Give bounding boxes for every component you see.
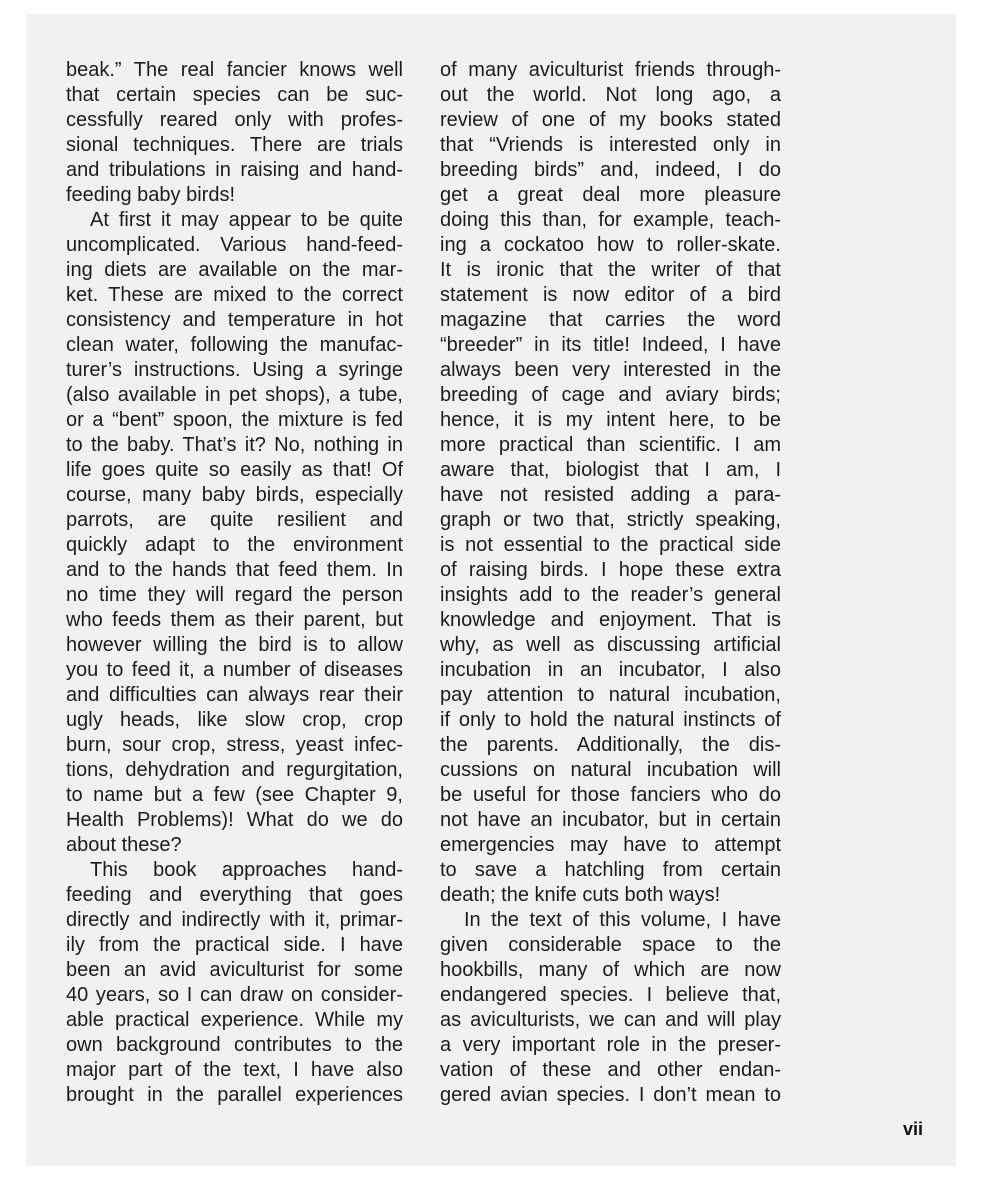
text-line: cussions on natural incubation will <box>440 759 781 781</box>
text-line: life goes quite so easily as that! Of <box>66 459 403 481</box>
text-line: ing a cockatoo how to roller-skate. <box>440 234 781 256</box>
text-line: able practical experience. While my <box>66 1009 403 1031</box>
text-line: statement is now editor of a bird <box>440 284 781 306</box>
text-line: to save a hatchling from certain <box>440 859 781 881</box>
text-line: graph or two that, strictly speaking, <box>440 509 781 531</box>
text-line: insights add to the reader’s general <box>440 584 781 606</box>
text-line: or a “bent” spoon, the mixture is fed <box>66 409 403 431</box>
text-line: if only to hold the natural instincts of <box>440 709 781 731</box>
text-line: and difficulties can always rear their <box>66 684 403 706</box>
text-line: This book approaches hand- <box>90 859 403 881</box>
text-line: that certain species can be suc- <box>66 84 403 106</box>
text-line: directly and indirectly with it, primar- <box>66 909 403 931</box>
text-line: pay attention to natural incubation, <box>440 684 781 706</box>
text-line: doing this than, for example, teach- <box>440 209 781 231</box>
left-text-column <box>66 58 403 1108</box>
text-line: hence, it is my intent here, to be <box>440 409 781 431</box>
text-line: uncomplicated. Various hand-feed- <box>66 234 403 256</box>
text-line: the parents. Additionally, the dis- <box>440 734 781 756</box>
text-line: a very important role in the preser- <box>440 1034 781 1056</box>
text-line: been an avid aviculturist for some <box>66 959 403 981</box>
text-line: you to feed it, a number of diseases <box>66 659 403 681</box>
text-line: Health Problems)! What do we do <box>66 809 403 831</box>
text-line: clean water, following the manufac- <box>66 334 403 356</box>
text-line: of many aviculturist friends through- <box>440 59 781 81</box>
text-line: brought in the parallel experiences <box>66 1084 403 1106</box>
text-line: as aviculturists, we can and will play <box>440 1009 781 1031</box>
text-line: no time they will regard the person <box>66 584 403 606</box>
text-line: and to the hands that feed them. In <box>66 559 403 581</box>
text-line: not have an incubator, but in certain <box>440 809 781 831</box>
text-line: more practical than scientific. I am <box>440 434 781 456</box>
text-line: parrots, are quite resilient and <box>66 509 403 531</box>
text-line: about these? <box>66 834 182 856</box>
text-line: It is ironic that the writer of that <box>440 259 781 281</box>
text-line: consistency and temperature in hot <box>66 309 403 331</box>
text-line: out the world. Not long ago, a <box>440 84 781 106</box>
text-line: who feeds them as their parent, but <box>66 609 403 631</box>
text-line: given considerable space to the <box>440 934 781 956</box>
text-line: quickly adapt to the environment <box>66 534 403 556</box>
text-line: to name but a few (see Chapter 9, <box>66 784 403 806</box>
text-line: death; the knife cuts both ways! <box>440 884 721 906</box>
text-line: emergencies may have to attempt <box>440 834 781 856</box>
text-line: is not essential to the practical side <box>440 534 781 556</box>
text-line: however willing the bird is to allow <box>66 634 403 656</box>
text-line: sional techniques. There are trials <box>66 134 403 156</box>
text-line: ket. These are mixed to the correct <box>66 284 403 306</box>
text-line: breeding birds” and, indeed, I do <box>440 159 781 181</box>
text-line: be useful for those fanciers who do <box>440 784 781 806</box>
text-line: ing diets are available on the mar- <box>66 259 403 281</box>
page-number: vii <box>903 1119 924 1139</box>
text-line: breeding of cage and aviary birds; <box>440 384 781 406</box>
text-line: get a great deal more pleasure <box>440 184 781 206</box>
text-line: course, many baby birds, especially <box>66 484 403 506</box>
text-line: endangered species. I believe that, <box>440 984 781 1006</box>
text-line: review of one of my books stated <box>440 109 781 131</box>
text-line: ugly heads, like slow crop, crop <box>66 709 403 731</box>
text-line: own background contributes to the <box>66 1034 403 1056</box>
text-line: magazine that carries the word <box>440 309 781 331</box>
text-line: 40 years, so I can draw on consider- <box>66 984 403 1006</box>
text-line: tions, dehydration and regurgitation, <box>66 759 403 781</box>
text-line: At first it may appear to be quite <box>90 209 403 231</box>
text-line: (also available in pet shops), a tube, <box>66 384 403 406</box>
text-line: feeding baby birds! <box>66 184 236 206</box>
text-line: major part of the text, I have also <box>66 1059 403 1081</box>
text-line: have not resisted adding a para- <box>440 484 781 506</box>
text-line: turer’s instructions. Using a syringe <box>66 359 403 381</box>
text-line: vation of these and other endan- <box>440 1059 781 1081</box>
text-line: burn, sour crop, stress, yeast infec- <box>66 734 403 756</box>
text-line: knowledge and enjoyment. That is <box>440 609 781 631</box>
text-line: “breeder” in its title! Indeed, I have <box>440 334 781 356</box>
text-line: of raising birds. I hope these extra <box>440 559 781 581</box>
text-line: aware that, biologist that I am, I <box>440 459 781 481</box>
text-line: gered avian species. I don’t mean to <box>440 1084 781 1106</box>
text-line: always been very interested in the <box>440 359 781 381</box>
text-line: cessfully reared only with profes- <box>66 109 403 131</box>
text-line: hookbills, many of which are now <box>440 959 781 981</box>
text-line: incubation in an incubator, I also <box>440 659 781 681</box>
text-line: and tribulations in raising and hand- <box>66 159 403 181</box>
text-line: why, as well as discussing artificial <box>440 634 781 656</box>
text-line: In the text of this volume, I have <box>464 909 781 931</box>
text-line: that “Vriends is interested only in <box>440 134 781 156</box>
right-text-column <box>440 58 781 1108</box>
text-line: beak.” The real fancier knows well <box>66 59 403 81</box>
text-line: ily from the practical side. I have <box>66 934 403 956</box>
text-line: to the baby. That’s it? No, nothing in <box>66 434 403 456</box>
text-line: feeding and everything that goes <box>66 884 403 906</box>
